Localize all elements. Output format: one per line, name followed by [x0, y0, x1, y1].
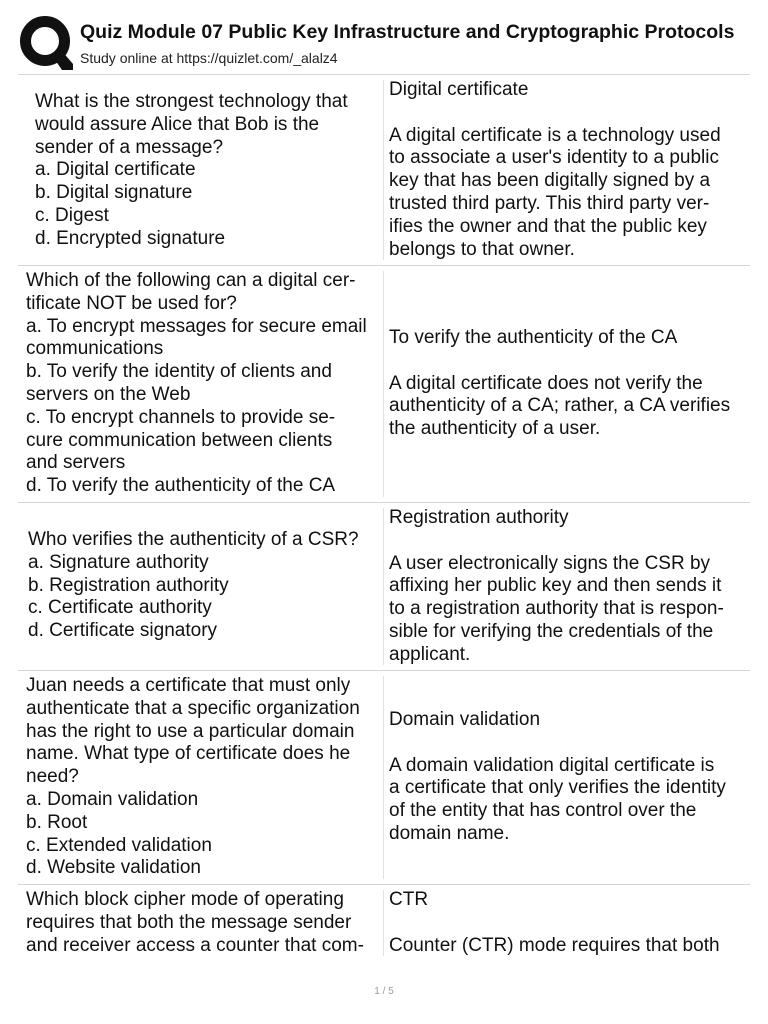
question-option: c. Certificate authority — [28, 597, 212, 619]
flashcard-answer — [389, 507, 724, 667]
question-line: sender of a message? — [35, 136, 224, 158]
question-option: a. Domain validation — [26, 788, 199, 810]
question-option: b. Digital signature — [35, 182, 193, 204]
question-line: name. What type of certificate does he — [26, 743, 351, 765]
answer-explanation — [389, 553, 724, 667]
question-line: requires that both the message sender — [26, 911, 352, 933]
answer-explanation — [389, 755, 726, 846]
column-divider — [383, 271, 384, 497]
question-option: b. Root — [26, 811, 88, 833]
answer-line: belongs to that owner. — [389, 238, 575, 260]
answer-line: Counter (CTR) mode requires that both — [389, 934, 720, 956]
row-divider — [18, 670, 750, 671]
column-divider — [383, 890, 384, 956]
answer-line: A user electronically signs the CSR by — [389, 552, 711, 574]
answer-line: the authenticity of a user. — [389, 418, 601, 440]
question-line: Which block cipher mode of operating — [26, 889, 344, 910]
row-divider — [18, 502, 750, 503]
answer-title: CTR — [389, 889, 429, 910]
question-option: d. To verify the authenticity of the CA — [26, 475, 336, 497]
answer-title: To verify the authenticity of the CA — [389, 327, 678, 348]
question-option: c. Digest — [35, 204, 109, 226]
answer-line: to associate a user's identity to a public — [389, 147, 719, 169]
question-option: communications — [26, 338, 164, 360]
flashcard-question — [28, 529, 359, 643]
flashcard-question — [26, 889, 364, 957]
question-option: d. Encrypted signature — [35, 227, 226, 249]
question-line: has the right to use a particular domain — [26, 720, 355, 742]
answer-line: authenticity of a CA; rather, a CA verifies — [389, 395, 731, 417]
answer-title: Domain validation — [389, 709, 541, 730]
answer-line: applicant. — [389, 643, 471, 665]
quizlet-logo-icon — [18, 14, 73, 72]
row-divider — [18, 884, 750, 885]
answer-explanation — [389, 373, 730, 441]
answer-line: of the entity that has control over the — [389, 800, 697, 822]
flashcard-question — [35, 91, 348, 251]
question-option: a. Digital certificate — [35, 159, 196, 181]
column-divider — [383, 80, 384, 260]
answer-line: sible for verifying the credentials of the — [389, 620, 714, 642]
question-option: b. Registration authority — [28, 574, 229, 596]
answer-line: affixing her public key and then sends it — [389, 575, 722, 597]
flashcard-answer — [389, 709, 726, 846]
answer-line: domain name. — [389, 822, 510, 844]
question-option: a. To encrypt messages for secure email — [26, 315, 367, 337]
answer-line: trusted third party. This third party ver- — [389, 192, 710, 214]
document-title: Quiz Module 07 Public Key Infrastructure and Cryptographic Protocols — [80, 21, 735, 43]
question-option: a. Signature authority — [28, 551, 209, 573]
flashcard-answer — [389, 327, 730, 441]
answer-line: A digital certificate is a technology used — [389, 124, 721, 146]
flashcard-answer — [389, 889, 720, 957]
question-line: tificate NOT be used for? — [26, 292, 237, 314]
question-option: c. Extended validation — [26, 834, 212, 856]
row-divider — [18, 74, 750, 75]
question-option: d. Website validation — [26, 857, 201, 879]
answer-line: ifies the owner and that the public key — [389, 215, 707, 237]
answer-title: Registration authority — [389, 507, 569, 528]
study-link-text: Study online at https://quizlet.com/_alalz4 — [80, 50, 338, 66]
question-line: What is the strongest technology that — [35, 91, 348, 112]
question-option: servers on the Web — [26, 383, 191, 405]
question-option: and servers — [26, 452, 126, 474]
question-line: authenticate that a specific organization — [26, 697, 360, 719]
answer-title: Digital certificate — [389, 79, 529, 100]
answer-line: a certificate that only verifies the identity — [389, 777, 726, 799]
question-line: Which of the following can a digital cer- — [26, 270, 356, 291]
page-number: 1 / 5 — [374, 986, 394, 997]
question-line: and receiver access a counter that com- — [26, 934, 364, 956]
question-option: b. To verify the identity of clients and — [26, 361, 332, 383]
question-line: would assure Alice that Bob is the — [35, 113, 320, 135]
answer-line: to a registration authority that is respon- — [389, 598, 724, 620]
answer-line: A domain validation digital certificate is — [389, 754, 715, 776]
row-divider — [18, 265, 750, 266]
answer-explanation — [389, 125, 721, 262]
question-line: Juan needs a certificate that must only — [26, 675, 351, 696]
question-line: Who verifies the authenticity of a CSR? — [28, 529, 359, 550]
question-option: c. To encrypt channels to provide se- — [26, 406, 336, 428]
question-option: d. Certificate signatory — [28, 620, 218, 642]
column-divider — [383, 508, 384, 665]
column-divider — [383, 676, 384, 879]
answer-line: A digital certificate does not verify the — [389, 372, 703, 394]
flashcard-answer — [389, 79, 721, 261]
answer-line: key that has been digitally signed by a — [389, 170, 711, 192]
answer-explanation — [389, 935, 720, 958]
question-line: need? — [26, 766, 79, 788]
flashcard-question — [26, 270, 367, 498]
flashcard-question — [26, 675, 360, 880]
page-header — [0, 0, 768, 74]
question-option: cure communication between clients — [26, 429, 333, 451]
